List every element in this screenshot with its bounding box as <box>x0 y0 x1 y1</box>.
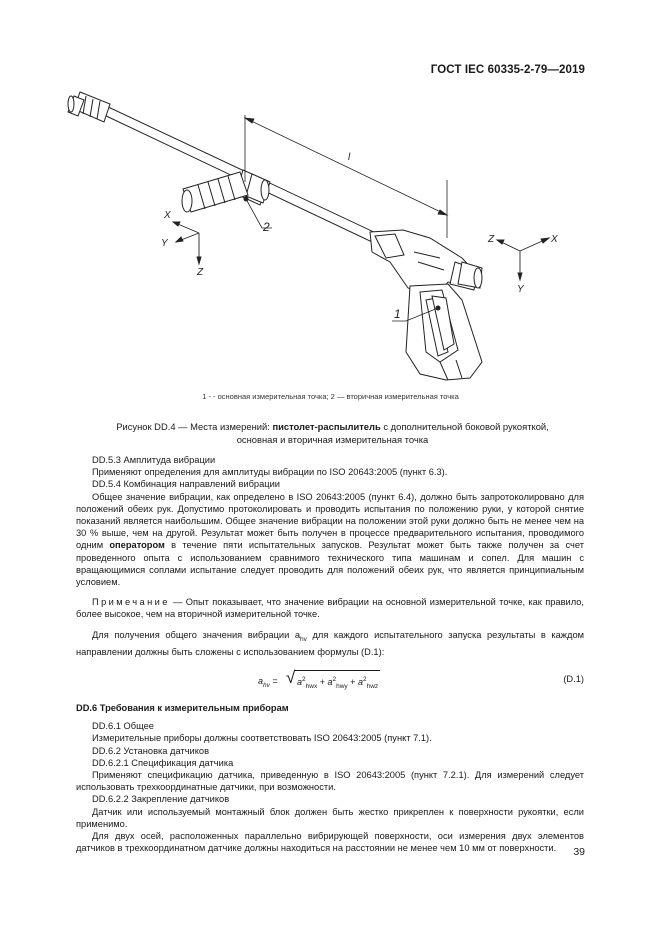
paragraph: DD.6.2 Установка датчиков <box>92 745 210 756</box>
figure-legend: 1 - - основная измерительная точка; 2 — вторичная измерительная точка <box>202 392 459 401</box>
bold-term: оператором <box>109 540 165 551</box>
point-1-label: 1 <box>394 307 401 321</box>
axis-right-x-label: X <box>551 234 558 245</box>
document-header: ГОСТ IEC 60335-2-79—2019 <box>430 64 585 76</box>
note <box>76 596 584 620</box>
axis-right-y-label: Y <box>517 284 524 295</box>
point-2-label: 2 <box>263 220 270 234</box>
page-number: 39 <box>573 846 585 858</box>
note-text: — Опыт показывает, что значение вибрации на основной измерительной точке, как правило, более высокое, чем на вторичной измерительной точке. <box>76 597 584 620</box>
note-label: Примечание <box>92 597 170 608</box>
caption-bold: пистолет-распылитель <box>272 421 381 432</box>
sqrt-sign: √ <box>286 667 296 687</box>
paragraph: DD.6.1 Общее <box>92 721 154 732</box>
axis-triad-left <box>173 222 201 264</box>
paragraph: Применяют определения для амплитуды вибрации по ISO 20643:2005 (пункт 6.3). <box>92 467 448 478</box>
caption-line2: основная и вторичная измерительная точка <box>236 433 429 445</box>
paragraph: DD.5.4 Комбинация направлений вибрации <box>92 479 280 490</box>
side-handle-grip <box>182 172 248 212</box>
measuring-point-1-mark <box>436 306 440 310</box>
spray-gun-figure <box>0 0 661 420</box>
axis-left-z-label: Z <box>197 267 204 278</box>
dimension-line <box>245 115 447 238</box>
axis-left-x-label: X <box>164 210 171 221</box>
axis-triad-right <box>497 238 549 280</box>
paragraph: Общее значение вибрации, как определено в ISO 20643:2005 (пункт 6.4), должно быть запротоколировано для положений обеих рук. Допустимо протоколировать и проводить испытания по положению руки, у которой снятие показаний является наибольшим. Общее значение вибрации на положении этой руки должно быть не менее чем на 30 % выше, чем на другой. Результат может быть получен в процессе предварительного испытания, проводимого одним оператором в течение пяти испытательных запусков. Результат может быть также получен за счет проведенного опыта с использованием сравнимого технического типа машинам и сопел. Для машин с вращающимися соплами испытание следует проводить для положений обеих рук, что является принципиальным условием. <box>76 491 584 588</box>
section-heading: DD.6 Требования к измерительным приборам <box>76 702 289 713</box>
dimension-label: l <box>348 152 351 163</box>
axis-left-y-label: Y <box>161 238 168 249</box>
formula-d1 <box>76 668 584 694</box>
paragraph: DD.6.2.2 Закрепление датчиков <box>92 794 230 805</box>
formula-radicand: $a^2_{hwx} + a^2_{hwy} + a^2_{hwz}$ <box>295 670 380 693</box>
paragraph: DD.6.2.1 Спецификация датчика <box>92 757 234 768</box>
figure-caption <box>60 421 605 446</box>
formula-lhs: $a_{hv}$ = <box>258 675 278 689</box>
formula-number: (D.1) <box>563 673 584 684</box>
paragraph: Для двух осей, расположенных параллельно вибрирующей поверхности, оси измерения двух элементов датчиков в трехкоординатном датчике должны находиться на расстоянии не менее чем 10 мм от поверхности. <box>76 830 584 854</box>
document-body <box>76 454 584 854</box>
paragraph: Датчик или используемый монтажный блок должен быть жестко прикреплен к поверхности рукоятки, если применимо. <box>76 806 584 829</box>
caption-prefix: Рисунок DD.4 — Места измерений: <box>116 421 270 432</box>
caption-suffix: с дополнительной боковой рукояткой, <box>383 421 549 432</box>
nozzle <box>68 92 110 122</box>
measuring-point-2-mark <box>244 197 248 201</box>
axis-right-z-label: Z <box>488 234 495 245</box>
paragraph: Применяют спецификацию датчика, приведенную в ISO 20643:2005 (пункт 7.2.1). Для измерений следует использовать трехкоординатные датчики, при возможности. <box>76 769 584 793</box>
paragraph: Измерительные приборы должны соответствовать ISO 20643:2005 (пункт 7.1). <box>92 733 432 744</box>
paragraph: DD.5.3 Амплитуда вибрации <box>92 455 216 465</box>
paragraph: Для получения общего значения вибрации $a_{hv}$ для каждого испытательного запуска результаты в каждом направлении должны быть сложены с использованием формулы (D.1): <box>76 629 584 657</box>
